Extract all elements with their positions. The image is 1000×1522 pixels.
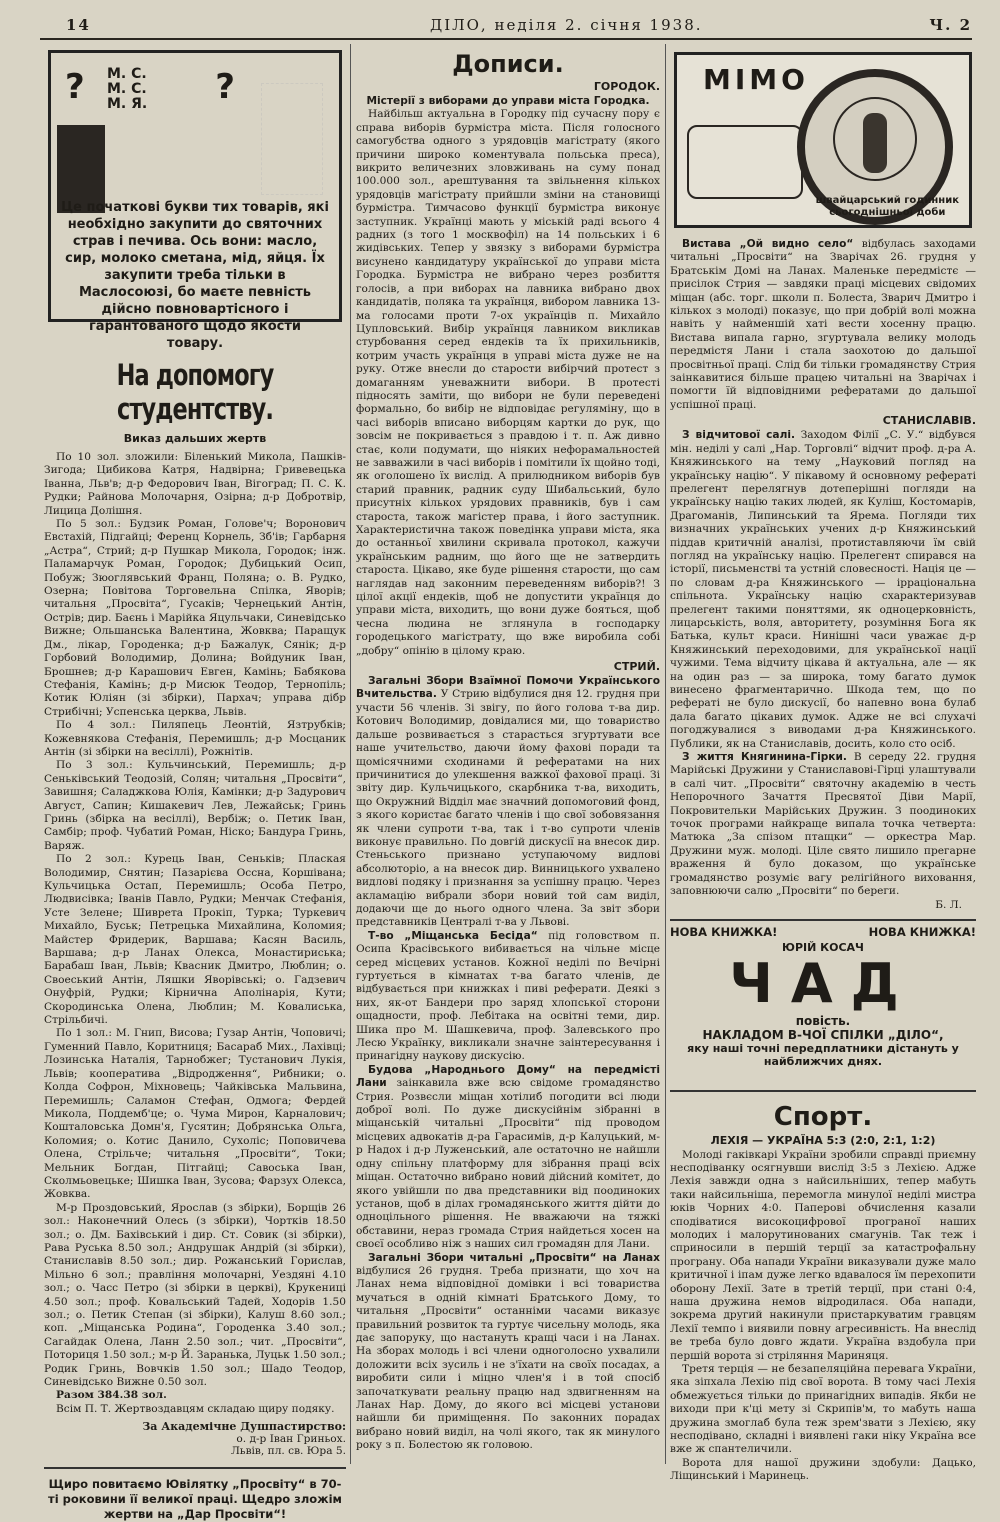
report-headline: Містерії з виборами до управи міста Городка. xyxy=(366,95,650,107)
report-text: відбулась заходами читальні „Просвіти“ на Зварічах 26. грудня у Братськім Домі на Ланах. Маленьке передмістє — присілок Стрия — завдяки праці місцевих свідомих міщан (абс. торг. школи п. Болеста, Зварич Дмитро і кількох з молоді) показує, що при добрій волі можна навіть у найменшій хаті вести хосенну працю. Вистава випала гарно, згуртувала велику молодь передмістя Лани і стала заохотою до дальшої просвітньої праці. Слід би тільки громадянству Стрия заінкавитися більше працею читальні на Зварічах і помогти їй відповідними рефератами до дальшої успішної праці. xyxy=(670,238,976,411)
report-paragraph xyxy=(356,1252,660,1453)
book-note: яку наші точні передплатники дістануть у найближчих днях. xyxy=(687,1041,959,1068)
maslosoyuz-ad xyxy=(48,50,342,351)
sport-paragraph: Третя терція — не безапеляційна перевага України, яка зіпхала Лехію під свої ворота. В тому часі Лехія обмежується тільки до принагідних випадів. Якби не виходи при к'ці мету зі Скрипів'м, то мабуть наша дружина змоглаб була теж зрем'звати з Лехією, яку несподівано, складні і виявлені гаки ніку Україна все вже ж спантеличили. xyxy=(670,1363,976,1456)
signature-name: о. д-р Іван Гриньох. xyxy=(236,1433,346,1446)
book-genre: повість. xyxy=(795,1013,851,1028)
sport-paragraph: Ворота для нашої дружини здобули: Дацько, Ліщинський і Маринець. xyxy=(670,1456,976,1483)
brand-logo: MIMO xyxy=(703,63,809,96)
report-stryi xyxy=(356,660,660,930)
report-lead: Загальні Збори Взаїмної Помочи Українського Вчительства. xyxy=(356,675,660,701)
report-paragraph xyxy=(670,238,976,412)
column-rule xyxy=(350,44,351,1464)
paragraph: По 1 зол.: М. Гнип, Висова; Гузар Антін, Чоповичі; Гуменний Павло, Коритниця; Басараб Мих., Лахівці; Лозинська Наталія, Тарнобжег; Тустанович Лукія, Львів; кооператива „Відродження“, Рибники; о. Колда Софрон, Міхновець; Чайківська Мальвина, Перемишль; Саламон Стефан, Одмога; Фердей Микола, Поддемб'це; о. Чума Мирон, Карналович; Кошталовська Домн'я, Гусятин; Добрянська Ольга, Коломия; о. Котис Данило, Сухоліс; Поповичева Олена, Стрільче; читальня „Просвіти“, Токи; Мельник Богдан, Пітгайці; Савоська Іван, Сколмьовецьке; Шишка Іван, Зусова; Фарзух Олекса, Жовква. xyxy=(44,1027,346,1201)
book-ad xyxy=(670,919,976,1068)
report-signature: Б. Л. xyxy=(935,898,962,911)
report-text: Найбільш актуальна в Городку під сучасну пору є справа виборів бурмістра міста. Після голосного самогубства одного з урядовців магістрату (якого причини широко коментувала польська преса), викрито величезних зловживань на суму понад 100.000 зол., арештування та звільнення кількох урядовців магістрату прийшли зміни на становищі бурмістра. Тимчасово функції бурмістра виконує заступник. Українці мають у міській раді всього 4 радних (з того 1 москвофіл) на 14 польських і 6 жидівських. Тепер у звязку з виборами бурмістра висунено кандидатуру української до управи міста Городка. Бурмістра не вибрано через розбиття голосів, а при виборах на лавника вибрано двох кандидатів, поляка та українця, вибором лавника 13-ма голосами проти 7-ох українців п. Михайло Цупловський. Вибір українця лавником викликав стурбовання серед ендеків та їх прихильників, котрим участь українця в управі міста дуже не на руку. Отже внесли до старости вибірчий протест з домаганням уневажнити вибори. В протесті підносять заміти, що вибори не були переведені формально, бо вибір не відповідає регуляміну, що в часі виборів вписано виборцям картки до рук, що зовсім не покривається з правдою і т. п. Аж дивно стає, коли подумати, що ніяких нефорамальностей не завважили в часі виборів і помітили їх щойно тоді, як оголошено їх вислід. А прилюдником виборів був старий правник, радник суду Шибальський, було присутніх кількох урядових правників, був і сам староста, також магістер права, і його заступник. Характеристична також поведінка управи міста, яка до останньої хвилини скривала протокол, кажучи українським радним, що його ще не затвердить староста. Цікаво, яке буде рішення старости, що сам наглядав над законним переведенням виборів?! З цілої акції ендеків, щоб не допустити українця до управи міста, виходить, що вони дуже бояться, щоб чесна людина не зглянула в господарку городецького магістрату, що вже виробила собі „добру“ опінію в цілому краю. xyxy=(356,108,660,657)
report-text: відбулися 26 грудня. Треба признати, що хоч на Ланах нема відповідної домівки і всі товариства мучаться в одній кімнаті Братського Дому, то читальня „Просвіти“ останніми часами виказує правильний розвиток та гуртує чисельну молодь, яка дає запоруку, що настануть кращі часи і на Ланах. На зборах молодь і всі члени одноголосно ухвалили доложити всіх зусиль і не з'їхати на своїх посадах, а виробити сили і міцно член'я і в той спосіб започаткувати реальну працю над здвигненням на Ланах Нар. Дому, до якого всі місцеві установи найшли би приміщення. По законних порадах вибрано новий виділ, на чолі якого, так як минулого року з п. Болестою як головою. xyxy=(356,1264,660,1452)
page-number: 14 xyxy=(66,16,91,34)
prosvita-notice: Щиро повитаємо Ювілятку „Просвіту“ в 70-ті роковини її великої праці. Щедро зложім жертви на „Дар Просвіти“! xyxy=(44,1467,346,1522)
report-gorodok xyxy=(356,80,660,658)
report-lead: З відчитової салі. xyxy=(682,429,795,442)
dateline: ГОРОДОК. xyxy=(593,80,660,93)
ad-message: Це початкові букви тих товарів, які необхідно закупити до святочних страв і печива. Ось вони: масло, сир, молоко сметана, мід, яйця. Їх закупити треба тільки в Маслосоюзі, бо маєте певність дійсно повновартісного і гарантованого щодо якости товару. xyxy=(61,200,329,351)
report-paragraph xyxy=(356,1064,660,1252)
report-text: В середу 22. грудня Марійські Дружини у Станиславові-Гірці улаштували в салі чит. „Просвіти“ святочну академію в честь Непорочного Зачаття Пресвятої Діви Марії, Покровительки Марійських Дружин. З поодиноких точок програми найкраще випала точка четверта: Матюка „За спізом птащки“ — оркестра Мар. Дружини муж. молоді. Ціле свято лишило прегарне враження й було доказом, що українське громадянство розуміє вагу релігійного виховання, заповнюючи салю „Просвіти“ по береги. xyxy=(670,751,977,898)
book-ad-banner xyxy=(670,925,976,939)
banner-right: НОВА КНИЖКА! xyxy=(868,924,976,939)
caption-line: сьогоднішньої доби xyxy=(829,207,946,218)
dateline: СТАНИСЛАВІВ. xyxy=(882,414,976,428)
book-author: ЮРІЙ КОСАЧ xyxy=(782,940,864,954)
product-codes xyxy=(107,67,147,112)
report-paragraph xyxy=(670,429,976,751)
donations-list xyxy=(44,451,346,1416)
column-3 xyxy=(670,44,977,1483)
report-paragraph xyxy=(356,930,660,1064)
report-paragraph xyxy=(356,675,660,930)
column-rule xyxy=(665,44,666,1464)
thanks-line: Всім П. Т. Жертвоздавцям складаю щиру подяку. xyxy=(56,1402,335,1415)
report-text: У Стрию відбулися дня 12. грудня при участи 56 членів. Зі звігу, по його голова т-ва дир. Котович Володимир, довідалися ми, що товариство дальше розвивається з старасться згуртувати все наше учительство, даючи йому фахові поради та щомісячними сходинами й рефератами на них причинитися до улекшення важкої фахової праці. Зі звіту дир. Кульчицького, скарбника т-ва, виходить, що Окружний Відділ має значний допомоговий фонд, з якого користає багато членів і що свої зобовязання як члени супроти т-ва, так і т-во супроти членів виконує правильно. По довгій дискусії на внесок дир. Стеньського признано уступаючому видлові абсолюторіо, а на внесок дир. Винницького ухвалено видлові подяку і признання за успішну працю. Через акламацію вибрали збори новий той сам виділ, додаючи ще до нього одного члена. За звіт збори представників Централі т-ва у Львові. xyxy=(356,688,660,929)
report-lead: З життя Княгинина-Гірки. xyxy=(682,751,847,764)
signature-org: За Академічне Душпастирство: xyxy=(142,1420,346,1434)
signature-address: Львів, пл. св. Юра 5. xyxy=(230,1445,346,1458)
paragraph: По 2 зол.: Курець Іван, Сеньків; Плаская Володимир, Снятин; Пазарієва Оссна, Коршівана; Кульчицька Остап, Перемишль; Особа Петро, Людвисівка; Іванів Павло, Рудки; Менчак Стефанія, Усте Зелене; Шиврета Прокіп, Турка; Туркевич Михайло, Буськ; Петрецька Михайлина, Коломия; Майстер Фридерик, Варшава; Касян Василь, Варшава; д-р Ланах Олекса, Монастириська; Барабаш Іван, Львів; Квасник Дмитро, Люблин; о. Своеський Антін, Ляшки Яворівські; о. Гадзевич Онуфрій, Рудки; Кірнична Аполінарія, Кути; Скородинська Олена, Люблин; М. Ковалиська, Стрільбичі. xyxy=(44,853,346,1027)
figure-icon xyxy=(863,113,887,173)
dateline: СТРИЙ. xyxy=(613,660,660,674)
paragraph: По 4 зол.: Пиляпець Леонтій, Язтрубків; Кожевнякова Стефанія, Перемишль; д-р Мосцаник Антін (зі збірки на весіллі), Рожнітів. xyxy=(44,719,346,758)
code-line: М. С. xyxy=(107,81,147,97)
paragraph: По 10 зол. зложили: Біленький Микола, Пашків-Зигода; Цибикова Катря, Надвірна; Гривевецька Іванна, Льв'в; д-р Федорович Іван, Вігоград; П. С. К. Рудки; Райнова Молочарня, Озірна; д-р Добротвір, Лицица Долішня. xyxy=(44,451,346,517)
report-paragraph xyxy=(670,751,976,898)
code-line: М. Я. xyxy=(107,96,148,112)
book-publisher: НАКЛАДОМ В-ЧОЇ СПІЛКИ „ДІЛО“, xyxy=(702,1027,944,1042)
section-title: Дописи. xyxy=(452,50,564,78)
sport-paragraph: Молоді гаківкарі України зробили справді приємну несподіванку осягнувши вислід 3:5 з Лехією. Адже Лехія завжди одна з найсильніших, тепер мабуть таки найсильніша, перемогла минулої неділі мистра юків Чорних 4:0. Паперові обчислення казали сподіватися високоцифрової програної наших молодих і малорутинованих смагунів. Так теж і сприносили в першій терції за катастрофальну програну. Оба напади України виказували дуже мало критичної і іпам дуже легко вдавалося їм перехопити оборону Лехії. Зате в третій терції, при стані 0:4, наша дружина немов відродилася. Оба напади, зокрема другий накинули пристаркуватим гравцям Лехії темпо і виявили повну агресивність. На внеслід ве треба було довго ждати. Україна вздобула при першій ворота зі стріляння Мариняця. xyxy=(670,1148,976,1362)
issue-number: Ч. 2 xyxy=(929,16,972,34)
report-text: заінкавила вже всю свідоме громадянство Стрия. Розвєсли міщан хотілиб погодити всі люди доброї волі. По дуже дискусійнім зібранні в міщанській читальні „Просвіти“ під проводом місцевих адвокатів д-ра Гарасимів, д-р Калуцький, м-р Надох і д-р Луженський, але остаточно не найшли одну спільну платформу для зібрання праці всіх міщан. Остаточно вибрано новий дійсний комітет, до якого увійшли по два представники від поодиноких установ, щоб в ділах громадянського життя дійти до одноцільного рішення. Не вважаючи на тяжкі обставини, нераз громада Стрия найдеться хосен на своєї особливо ніж з наших сил громадян для Лани. xyxy=(356,1077,660,1251)
book-title: ЧАД xyxy=(729,951,917,1015)
paragraph: По 3 зол.: Кульчинський, Перемишль; д-р Сеньківський Теодозій, Солян; читальня „Просвіти“, Завишня; Саладжкова Юлія, Камінки; д-р Задурович Август, Сапин; Кишакевич Лев, Лежайськ; Гринь Гринь (збірка на весіллі), Вербіж; о. Петик Іван, Самбір; проф. Чубатий Роман, Ніско; Бандура Гринь, Варяж. xyxy=(44,759,346,852)
article-title: На допомогу студентству. xyxy=(116,358,274,426)
report-text: Заходом Філії „С. У.“ відбувся мін. неділі у салі „Нар. Торговлі“ відчит проф. д-ра А. Княжинського на тему „Науковий погляд на українську націю“. У пікавому й основному рефераті прелегент перелягнув дотеперішні погляди на українську націю таких людей, як Куліш, Костомарів, Драгоманів, Липинський та Ярема. Погляди тих визначних українських учених д-р Княжинський піддав критичній аналізі, протиставляючи їм свій погляд на українську націю. Прелегент спирався на історії, письменстві та устній словесності. Нація це — по словам д-ра Княжинського — ірраціональна спільнота. Українську націю схарактеризував прелегент такими поняттями, як одноцерковність, лицарськість, воля, авторитету, розуміння Бога як Батька, культ краси. Нинішні часи уважає д-р Княжинський переходовими, для української нації чужими. Тема відчиту цікава й актуальна, але — як на один раз — за широка, тому багато думок винесено фрагментарично. Шкода тем, що по рефераті не було дискусії, бо напевно вона булаб дала багато цікавих думок. Адже не всі слухачі погоджувалися з виводами д-ра Княжинського. Публики, як на Станиславів, досить, коло сто осіб. xyxy=(670,429,976,750)
page-header xyxy=(40,14,972,40)
banner-left: НОВА КНИЖКА! xyxy=(670,924,778,939)
report-lead: Вистава „Ой видно село“ xyxy=(682,238,854,250)
column-1 xyxy=(44,44,346,1522)
watch-strap-icon xyxy=(687,125,803,199)
faded-illustration xyxy=(261,83,323,195)
question-mark-icon: ? xyxy=(65,67,85,107)
column-2 xyxy=(356,44,660,1464)
caption-line: швайцарський годинник xyxy=(815,195,959,206)
article-subtitle: Виказ дальших жертв xyxy=(123,432,267,445)
report-lead: Загальні Збори читальні „Просвіти“ на Ланах xyxy=(368,1251,660,1264)
report-text: під головством п. Осипа Красівського вибивається на чільне місце серед місцевих установ. Кожної неділі по Вечірні гуртується в кімнатах т-ва багато членів, де відбувається при книжках і пиві реферати. Деякі з них, як-от Бандери про заряд хлопської сторони ощадности, проф. Лебітака на освітні теми, дир. Шика про М. Шашкевича, проф. Залевського про Лесю Українку, викликали значне заінтересування і принагідну наукову дискусію. xyxy=(356,929,660,1063)
question-mark-icon: ? xyxy=(215,67,235,107)
paragraph: М-р Проздовський, Ярослав (з збірки), Борщів 26 зол.: Наконечний Олесь (з збірки), Чортків 18.50 зол.; о. Дм. Бахівський і дир. Ст. Совик (зі збірки), Рава Руська 8.50 зол.; Андрушак Андрій (зі збірки), Станиславів 8.50 зол.; дир. Рожанський Горислав, Мільно 6 зол.; правління молочарні, Уездяні 4.10 зол.; о. Часс Петро (зі збірки в церкві), Крукениці 4.50 зол.; проф. Ковальський Тадей, Ходорів 1.50 зол.; о. Петик Степан (зі збірки), Калуш 8.60 зол.; коп. „Міщанська Родина“, Городенка 3.40 зол.; Сагайдак Олена, Ланн 2.50 зол.; чит. „Просвіти“, Поториця 1.50 зол.; м-р Й. Заранька, Луцьк 1.50 зол.; Родик Гринь, Вовчків 1.50 зол.; Шадо Теодор, Синевідсько Вижне 0.50 зол. xyxy=(44,1201,346,1389)
report-lead: Будова „Народнього Дому“ на передмісті Лани xyxy=(356,1063,660,1090)
sport-title: Спорт. xyxy=(670,1090,976,1132)
mimo-watch-ad xyxy=(674,52,972,228)
masthead: ДІЛО, неділя 2. січня 1938. xyxy=(430,16,703,34)
total-line: Разом 384.38 зол. xyxy=(56,1389,167,1402)
ad-caption xyxy=(816,195,959,219)
report-lead: Т-во „Міщанська Бесіда“ xyxy=(368,929,538,942)
match-result: ЛЕХІЯ — УКРАЇНА 5:3 (2:0, 2:1, 1:2) xyxy=(710,1133,936,1147)
code-line: М. С. xyxy=(107,66,147,82)
paragraph: По 5 зол.: Будзик Роман, Голове'ч; Воронович Евстахій, Підгайці; Ференц Корнель, Зб'ів; Гарбарня „Астра“, Стрий; д-р Пушкар Микола, Городок; інж. Паламарчук Роман, Городок; Дубицький Осип, Побуж; Зюоглявський Франц, Поляна; о. В. Рудко, Озерна; Повітова Торговельна Спілка, Яворів; читальня „Просвіта“, Гусаків; Чернецький Антін, Острів; дир. Баєнь і Марійка Яцульчаки, Синевідсько Вижне; Ольшанська Валентина, Жовква; Паращук Дм., лікар, Городенка; д-р Бажалук, Сянік; д-р Горбовий Володимир, Долина; Войдуник Іван, Брошнев; д-р Карашович Евген, Камінь; Бабякова Стефанія, Камінь; д-р Мисюк Теодор, Тернопіль; Котик Юліян (зі збірки), Пархач; управа дібр Стрибічні; Успенська церква, Львів. xyxy=(44,518,346,718)
